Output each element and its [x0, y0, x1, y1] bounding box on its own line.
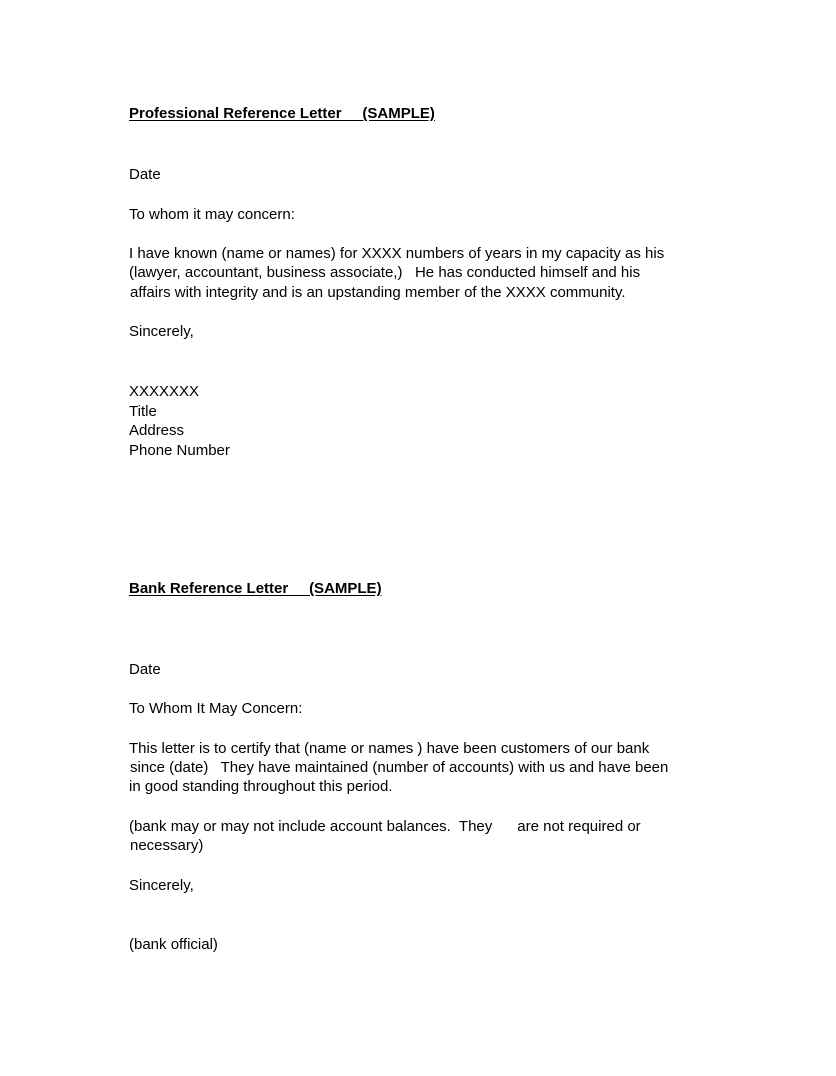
signature-title: Title: [129, 403, 157, 420]
body-line: This letter is to certify that (name or names ) have been customers of our bank: [129, 740, 650, 757]
bank-letter-signature: (bank official): [129, 936, 218, 953]
note-line: necessary): [130, 837, 204, 854]
bank-letter-title: Bank Reference Letter (SAMPLE): [129, 580, 382, 597]
note-line: (bank may or may not include account balances. They are not required or: [129, 818, 641, 835]
signature-phone: Phone Number: [129, 442, 230, 459]
body-line: affairs with integrity and is an upstanding member of the XXXX community.: [130, 284, 626, 301]
signature-address: Address: [129, 422, 185, 439]
professional-letter-date: Date: [129, 166, 161, 183]
bank-letter-closing: Sincerely,: [129, 877, 194, 894]
professional-letter-title: Professional Reference Letter (SAMPLE): [129, 105, 435, 122]
bank-letter-date: Date: [129, 661, 161, 678]
body-line: (lawyer, accountant, business associate,) He has conducted himself and his: [129, 264, 641, 281]
body-line: in good standing throughout this period.: [129, 778, 393, 795]
body-line: since (date) They have maintained (number of accounts) with us and have been: [130, 759, 669, 776]
bank-letter-salutation: To Whom It May Concern:: [129, 700, 303, 717]
signature-name: XXXXXXX: [129, 383, 200, 400]
body-line: I have known (name or names) for XXXX numbers of years in my capacity as his: [129, 245, 665, 262]
professional-letter-salutation: To whom it may concern:: [129, 206, 295, 223]
professional-letter-closing: Sincerely,: [129, 323, 194, 340]
